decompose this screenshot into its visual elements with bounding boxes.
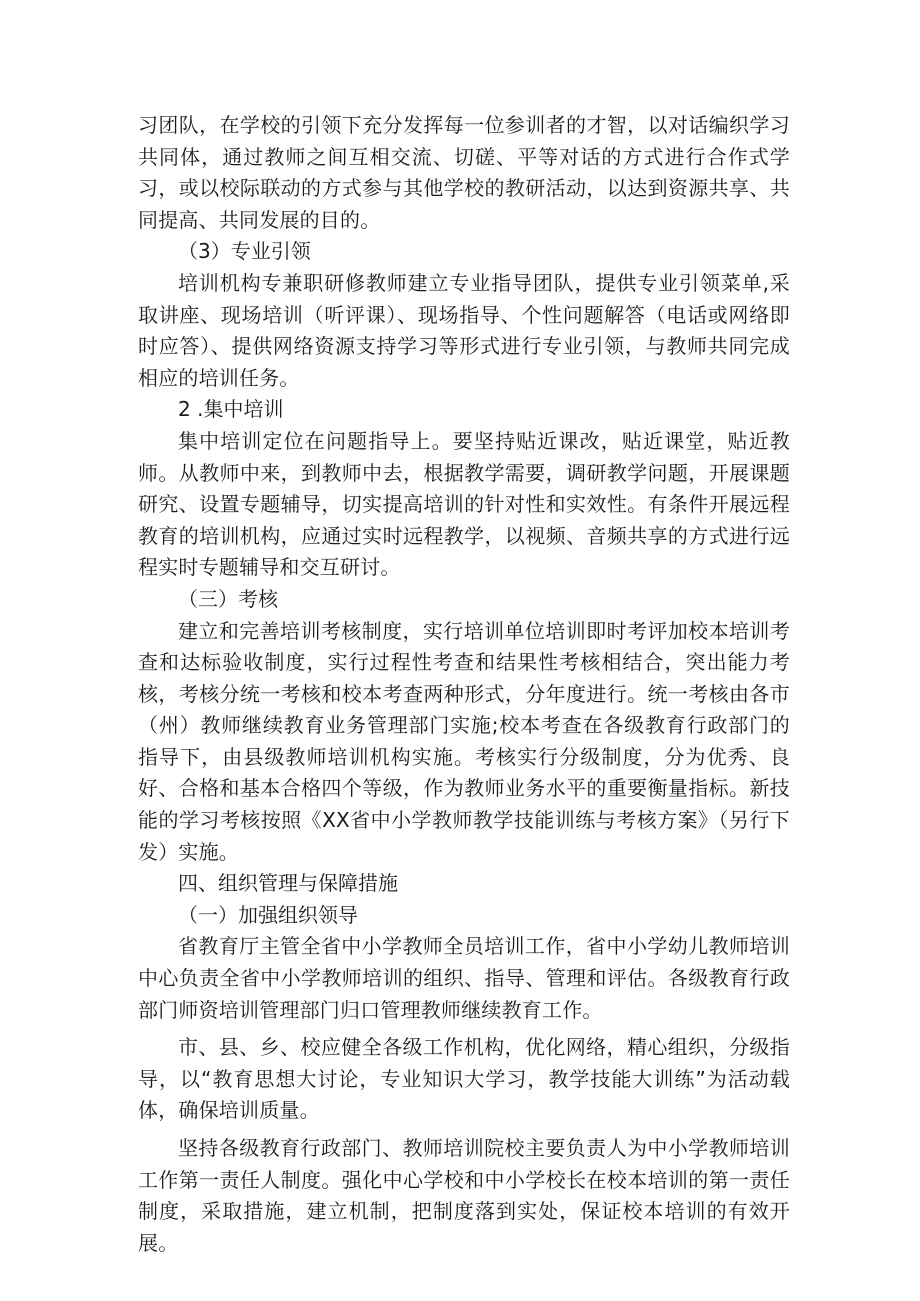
heading-assessment: （三）考核	[178, 586, 278, 611]
heading-strengthen-leadership: （一）加强组织领导	[178, 902, 358, 927]
paragraph-intro-cont: 习团队，在学校的引领下充分发挥每一位参训者的才智，以对话编织学习共同体，通过教师之间互相交流、切磋、平等对话的方式进行合作式学习，或以校际联动的方式参与其他学校的教研活动，以达到资源共享、共同提高、共同发展的目的。	[138, 113, 790, 232]
paragraph-leadership-3: 坚持各级教育行政部门、教师培训院校主要负责人为中小学教师培训工作第一责任人制度。强化中心学校和中小学校长在校本培训的第一责任制度，采取措施，建立机制，把制度落到实处，保证校本培训的有效开展。	[138, 1136, 790, 1255]
paragraph-leadership-2: 市、县、乡、校应健全各级工作机构，优化网络，精心组织，分级指导，以“教育思想大讨论，专业知识大学习，教学技能大训练”为活动载体，确保培训质量。	[138, 1035, 790, 1123]
paragraph-centralized-training: 集中培训定位在问题指导上。要坚持贴近课改，贴近课堂，贴近教师。从教师中来，到教师中去，根据教学需要，调研教学问题，开展课题研究、设置专题辅导，切实提高培训的针对性和实效性。有条件开展远程教育的培训机构，应通过实时远程教学，以视频、音频共享的方式进行远程实时专题辅导和交互研讨。	[138, 428, 790, 580]
heading-professional-guidance: （3）专业引领	[178, 239, 311, 264]
paragraph-professional-guidance: 培训机构专兼职研修教师建立专业指导团队，提供专业引领菜单,采取讲座、现场培训（听评课）、现场指导、个性问题解答（电话或网络即时应答）、提供网络资源支持学习等形式进行专业引领，与教师共同完成相应的培训任务。	[138, 270, 790, 390]
heading-organization-management: 四、组织管理与保障措施	[178, 871, 398, 896]
heading-centralized-training: 2 .集中培训	[178, 397, 284, 422]
document-page	[138, 110, 790, 1259]
paragraph-leadership-1: 省教育厅主管全省中小学教师全员培训工作，省中小学幼儿教师培训中心负责全省中小学教师培训的组织、指导、管理和评估。各级教育行政部门师资培训管理部门归口管理教师继续教育工作。	[138, 934, 790, 1022]
paragraph-assessment: 建立和完善培训考核制度，实行培训单位培训即时考评加校本培训考查和达标验收制度，实行过程性考查和结果性考核相结合，突出能力考核，考核分统一考核和校本考查两种形式，分年度进行。统一考核由各市（州）教师继续教育业务管理部门实施;校本考查在各级教育行政部门的指导下，由县级教师培训机构实施。考核实行分级制度，分为优秀、良好、合格和基本合格四个等级，作为教师业务水平的重要衡量指标。新技能的学习考核按照《XX省中小学教师教学技能训练与考核方案》（另行下发）实施。	[138, 618, 790, 864]
